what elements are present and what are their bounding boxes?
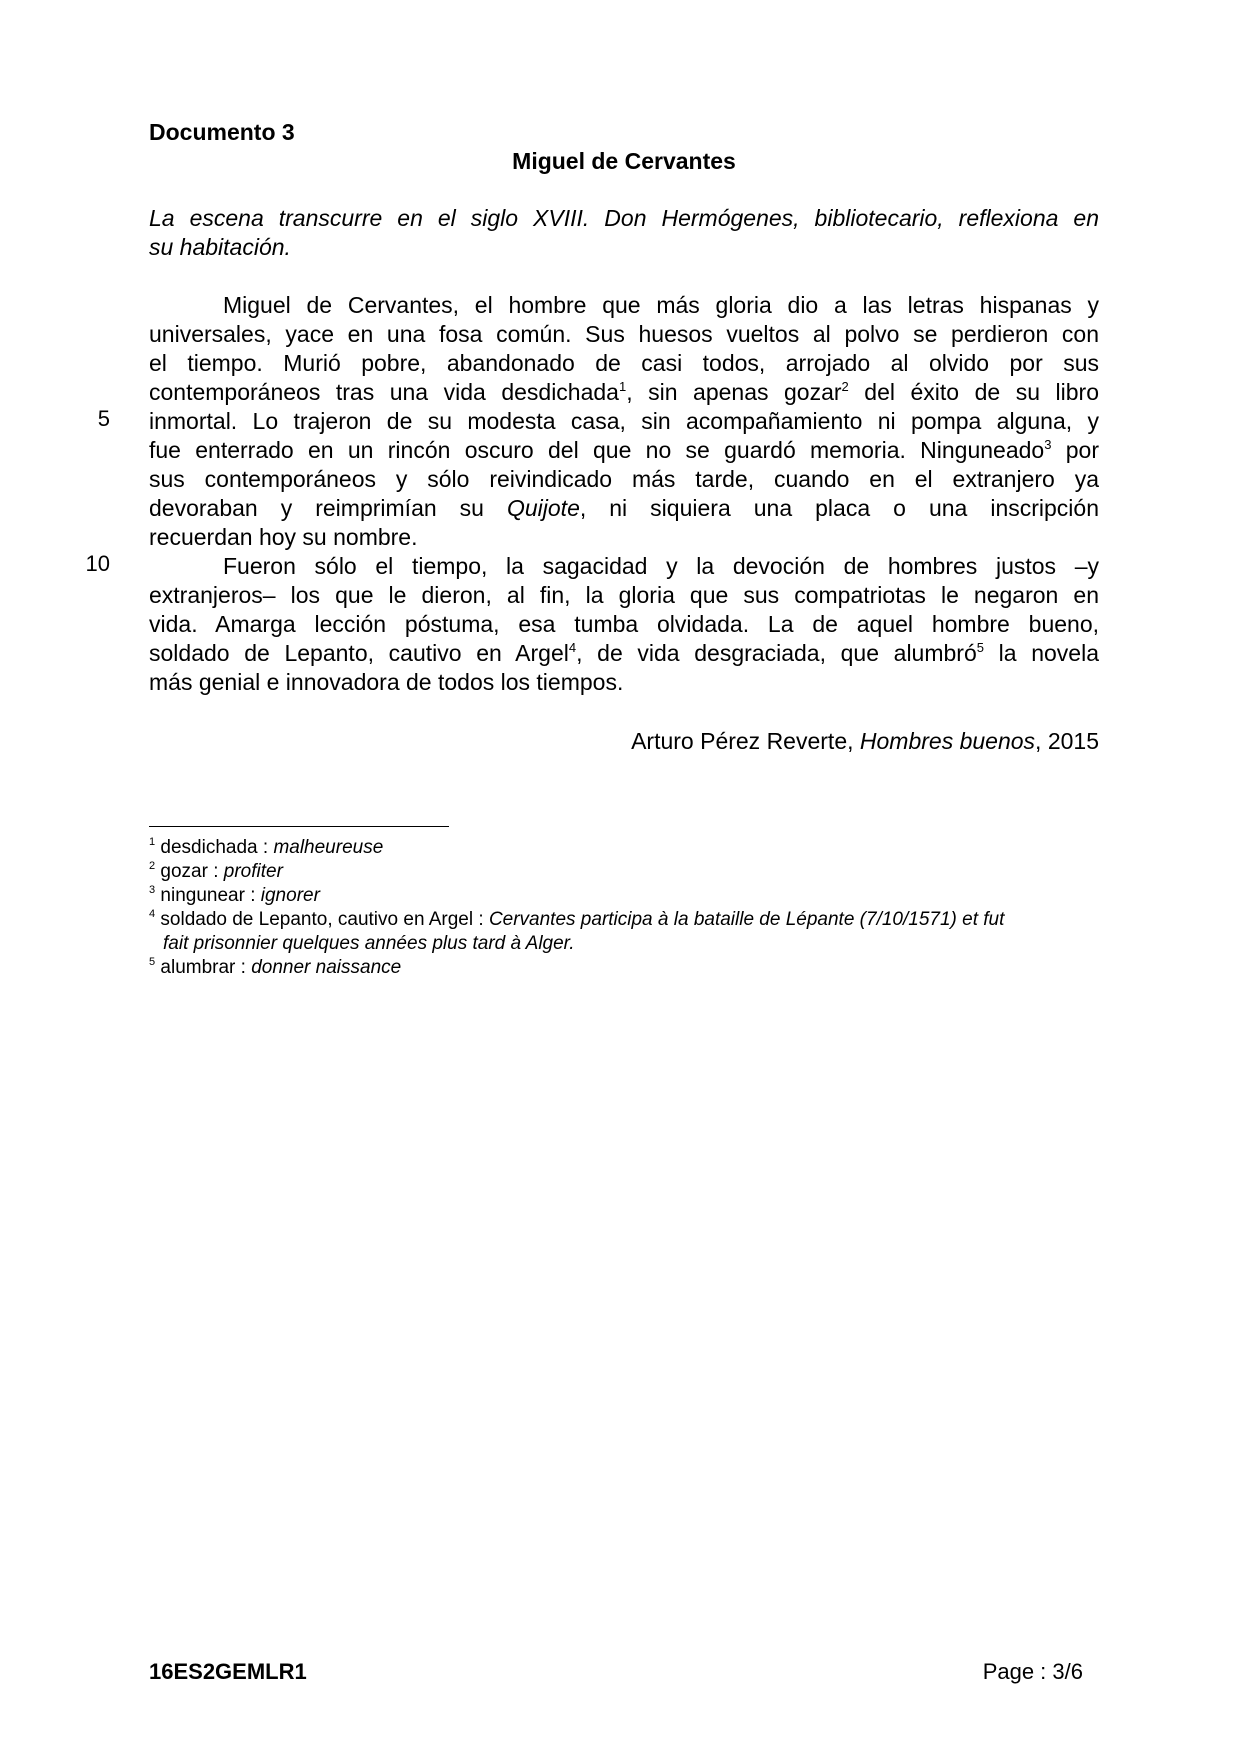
citation-year: , 2015 [1035,728,1099,754]
footnote-4 [149,908,1099,956]
page-number: Page : 3/6 [982,1659,1083,1684]
footnotes [149,836,1099,980]
footnote-number: 1 [149,836,156,848]
footnote-gloss: profiter [223,861,283,882]
text-line [149,639,1099,668]
footnote-term: ningunear : [160,885,261,906]
source-citation [631,728,1099,755]
text-line [149,436,1099,465]
text-segment: , ni siquiera una placa o una inscripción [579,495,1099,521]
footnote-3 [149,884,1099,908]
text-line [149,494,1099,523]
text-line [149,378,1099,407]
book-title: Quijote [506,495,580,521]
line-number-5: 5 [97,406,110,431]
footnote-gloss: Cervantes participa à la bataille de Lépante (7/10/1571) et fut [488,909,1005,930]
text-segment: la novela [983,640,1099,666]
text-segment: devoraban y reimprimían su [149,495,507,521]
document-title: Miguel de Cervantes [512,148,736,174]
citation-author: Arturo Pérez Reverte, [631,728,860,754]
intro-stage-direction [149,204,1099,262]
footnote-gloss: donner naissance [251,957,402,978]
text-line: universales, yace en una fosa común. Sus huesos vueltos al polvo se perdieron con [149,321,1099,347]
text-segment: fue enterrado en un rincón oscuro del que no se guardó memoria. Ninguneado [149,437,1045,463]
footnote-ref-3: 3 [1044,437,1052,452]
text-segment: soldado de Lepanto, cautivo en Argel [149,640,569,666]
footnote-1 [149,836,1099,860]
footnote-2 [149,860,1099,884]
text-line: recuerdan hoy su nombre. [149,524,418,550]
main-text [149,291,1099,697]
text-line: sus contemporáneos y sólo reivindicado más tarde, cuando en el extranjero ya [149,466,1099,492]
text-line: extranjeros– los que le dieron, al fin, la gloria que sus compatriotas le negaron en [149,582,1099,608]
text-line: el tiempo. Murió pobre, abandonado de casi todos, arrojado al olvido por sus [149,350,1099,376]
footnote-number: 3 [149,884,156,896]
footnote-gloss: malheureuse [273,837,384,858]
text-line: Fueron sólo el tiempo, la sagacidad y la devoción de hombres justos –y [223,553,1099,579]
footnote-term: soldado de Lepanto, cautivo en Argel : [160,909,489,930]
footnote-term: alumbrar : [160,957,252,978]
text-line: inmortal. Lo trajeron de su modesta casa, sin acompañamiento ni pompa alguna, y [149,408,1099,434]
intro-line: su habitación. [149,234,291,260]
footnote-5 [149,956,1099,980]
document-label: Documento 3 [149,119,295,145]
footnote-divider [149,826,449,827]
footnote-term: gozar : [160,861,224,882]
text-line: Miguel de Cervantes, el hombre que más gloria dio a las letras hispanas y [223,292,1099,318]
text-segment: , de vida desgraciada, que alumbró [576,640,977,666]
footnote-ref-2: 2 [841,379,849,394]
footnote-ref-4: 4 [568,640,577,655]
text-segment: contemporáneos tras una vida desdichada [149,379,619,405]
text-segment: , sin apenas gozar [626,379,842,405]
text-segment: del éxito de su libro [848,379,1099,405]
line-number-10: 10 [85,551,110,576]
footnote-gloss: ignorer [260,885,320,906]
text-segment: por [1051,437,1099,463]
footnote-term: desdichada : [160,837,274,858]
citation-work: Hombres buenos [859,728,1036,754]
text-line: vida. Amarga lección póstuma, esa tumba olvidada. La de aquel hombre bueno, [149,611,1099,637]
footnote-number: 4 [149,908,156,920]
footnote-ref-5: 5 [976,640,984,655]
footnote-gloss-continued: fait prisonnier quelques années plus tard à Alger. [163,933,575,954]
text-line: más genial e innovadora de todos los tiempos. [149,669,624,695]
document-code: 16ES2GEMLR1 [149,1659,307,1684]
footnote-ref-1: 1 [618,379,627,394]
footnote-number: 2 [149,860,156,872]
footnote-number: 5 [149,956,156,968]
intro-line: La escena transcurre en el siglo XVIII. Don Hermógenes, bibliotecario, reflexiona en [149,205,1099,231]
